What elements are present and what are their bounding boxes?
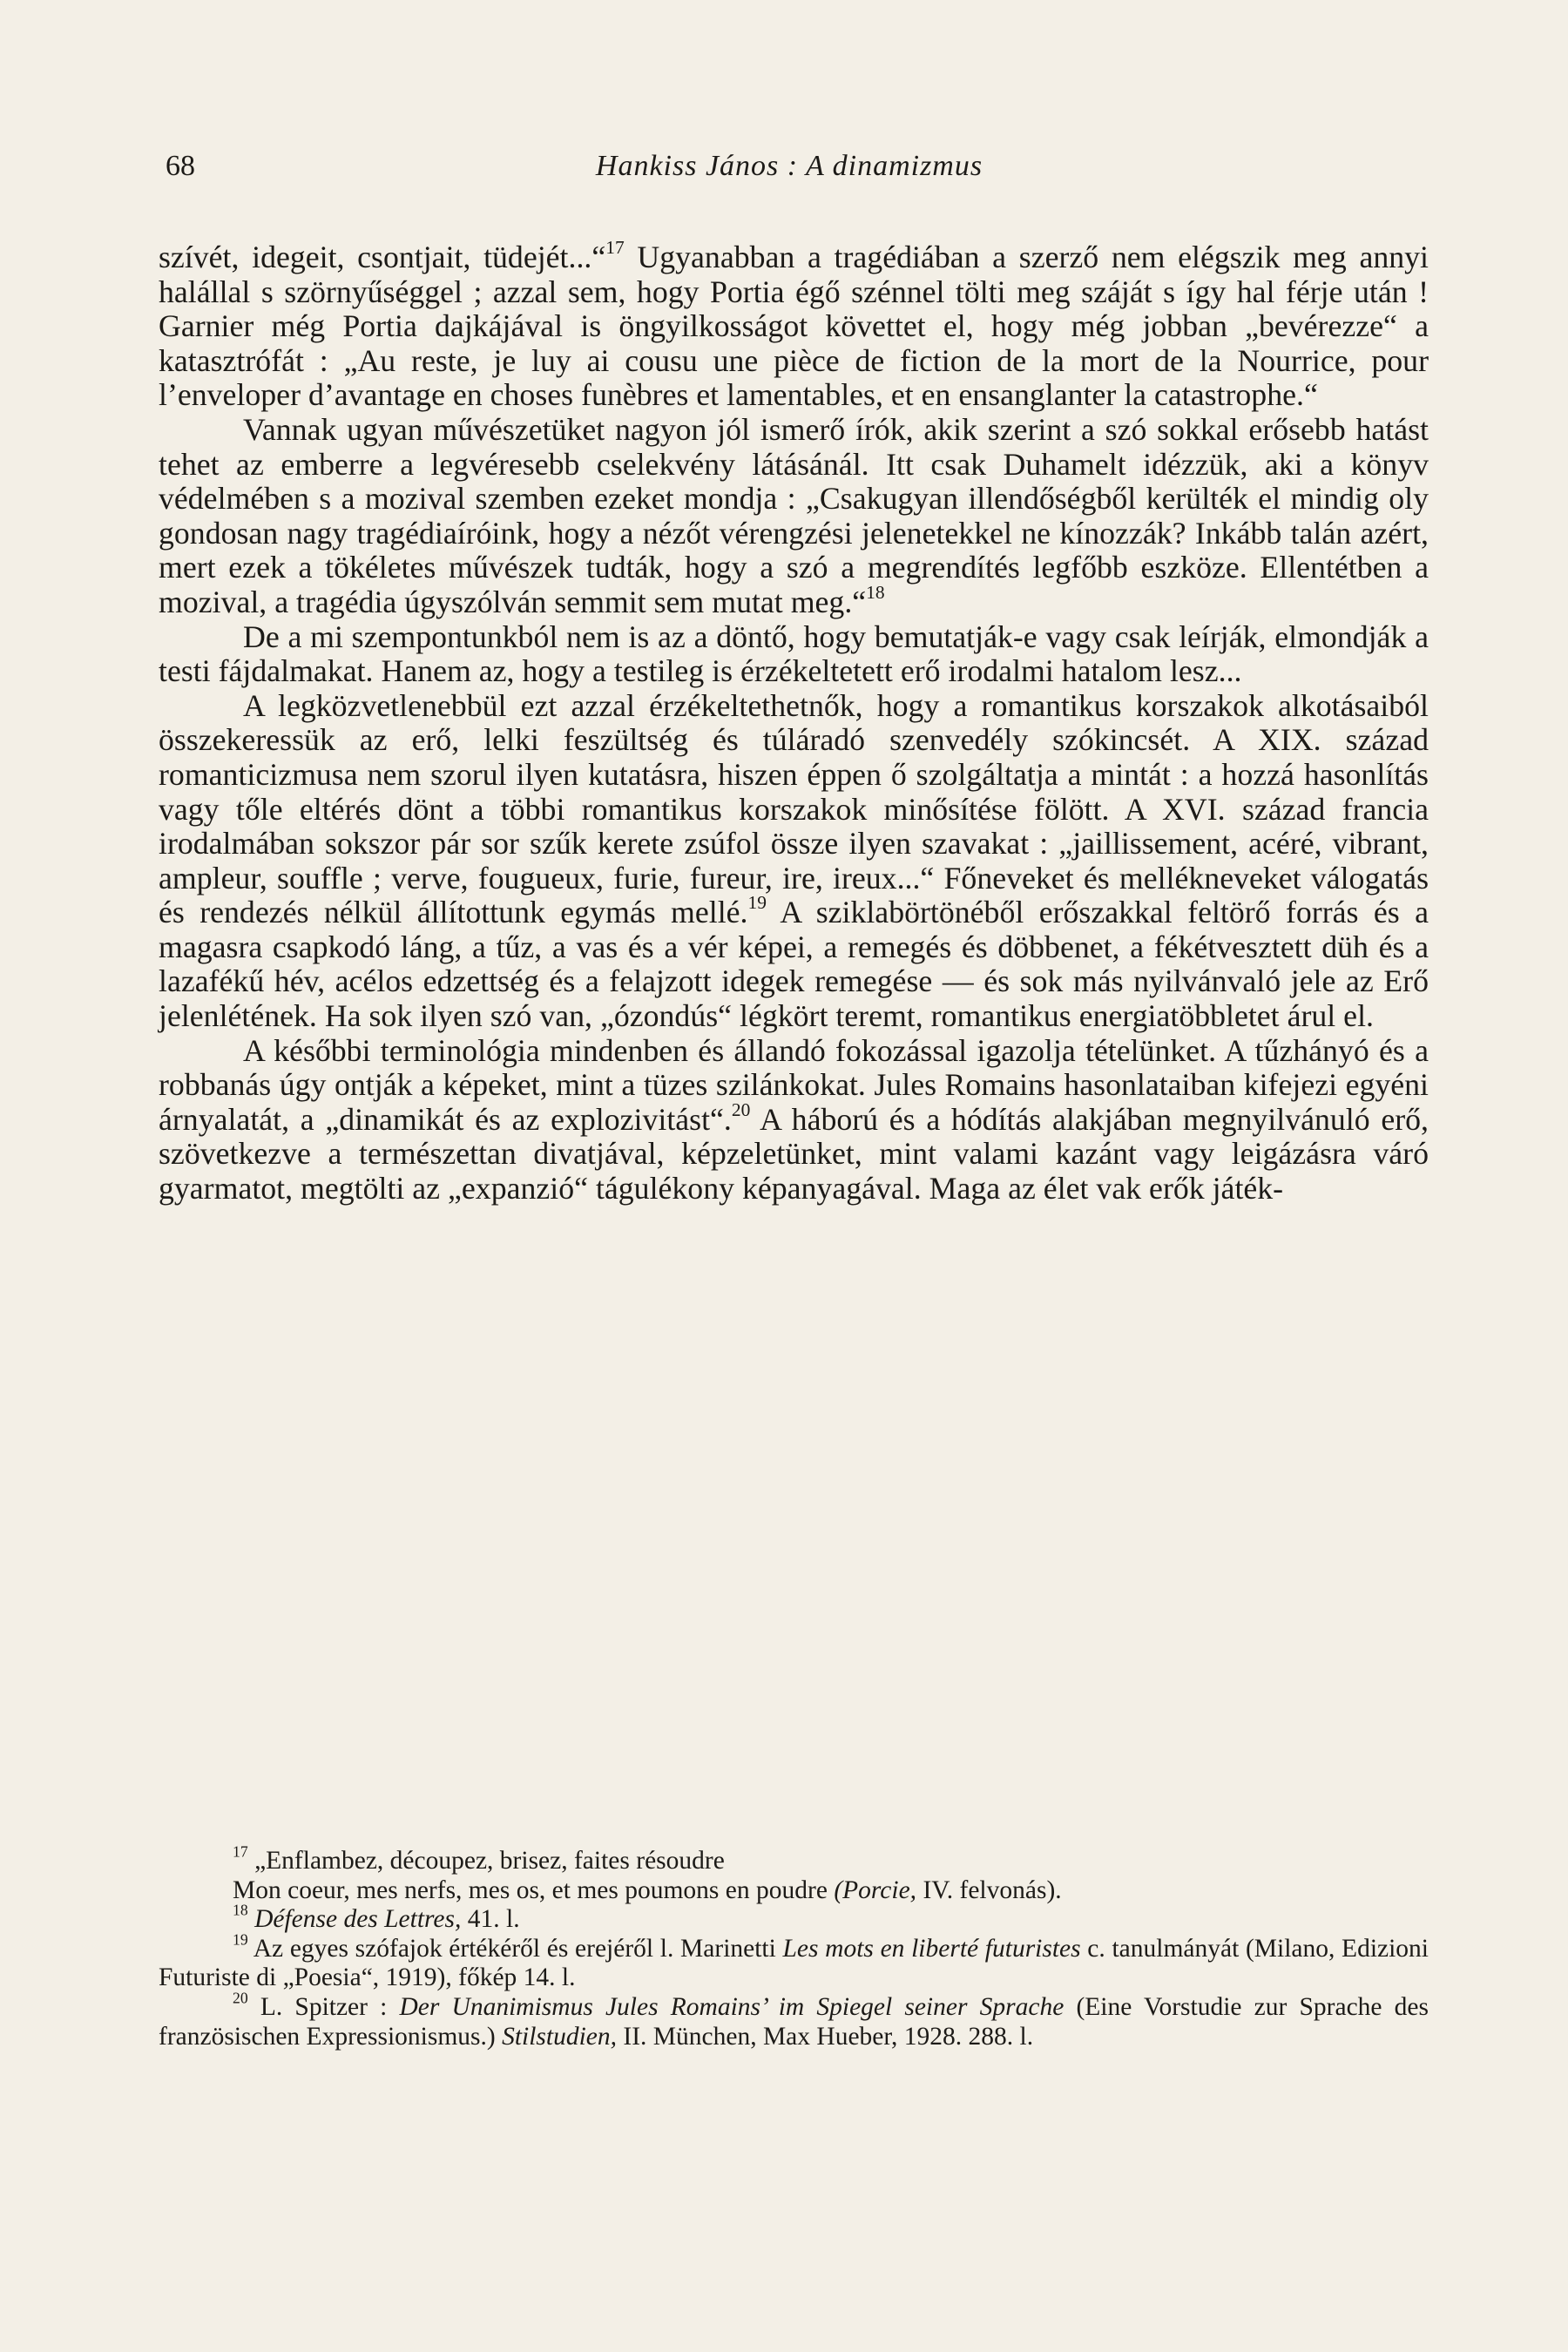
footnote-ref-20: 20 (731, 1098, 751, 1120)
footnote-ref-19: 19 (747, 892, 767, 914)
footnote-19: $^{19}$ Az egyes szófajok értékéről és erejéről l. Marinetti Les mots en liberté futuristes c. tanulmányát (Milano, Edizioni Futuriste di „Poesia“, 1919), főkép 14. l. (159, 1930, 1429, 1992)
footnote-17: $^{17}$ „Enflambez, découpez, brisez, faites résoudre (233, 1842, 725, 1875)
footnote-20: $^{20}$ L. Spitzer : Der Unanimismus Jules Romains’ im Spiegel seiner Sprache (Eine Vorstudie zur Sprache des französischen Expressionismus.) Stilstudien, II. München, Max Hueber, 1928. 288. l. (159, 1989, 1429, 2051)
main-text (159, 236, 1429, 1206)
paragraph-2: Vannak ugyan művészetüket nagyon jól ismerő írók, akik szerint a szó sokkal erősebb hatást tehet az emberre a legvéresebb cselekvény látásánál. Itt csak Duhamelt idézzük, aki a könyv védelmében s a mozival szemben ezeket mondja : „Csakugyan illendőségből kerülték el mindig oly gondosan nagy tragédiaíróink, hogy a nézőt vérengzési jelenetekkel ne kínozzák? Inkább talán azért, mert ezek a tökéletes művészek tudták, hogy a szó a megrendítés legfőbb eszköze. Ellentétben a mozival, a tragédia úgyszólván semmit sem mutat meg.“$^{18}$ (159, 411, 1429, 619)
footnote-18: $^{18}$ Défense des Lettres, 41. l. (233, 1901, 520, 1934)
paragraph-1: szívét, idegeit, csontjait, tüdejét...“$^{17}$ Ugyanabban a tragédiában a szerző nem elégszik meg annyi halállal s szörnyűséggel ; azzal sem, hogy Portia égő szénnel tölti meg száját s így hal férje után ! Garnier még Portia dajkájával is öngyilkosságot követtet el, hogy még jobban „bevérezze“ a katasztrófát : „Au reste, je luy ai cousu une pièce de fiction de la mort de la Nourrice, pour l’enveloper d’avantage en choses funèbres et lamentables, et en ensanglanter la catastrophe.“ (159, 236, 1429, 413)
paragraph-3: De a mi szempontunkból nem is az a döntő, hogy bemutatják-e vagy csak leírják, elmondják a testi fájdalmakat. Hanem az, hogy a testileg is érzékeltetett erő irodalmi hatalom lesz... (159, 618, 1429, 689)
page-number: 68 (166, 150, 195, 182)
paragraph-5: A későbbi terminológia mindenben és állandó fokozással igazolja tételünket. A tűzhányó és a robbanás úgy ontják a képeket, mint a tüzes szilánkokat. Jules Romains hasonlataiban kifejezi egyéni árnyalatát, a „dinamikát és az explozivitást“.$^{20}$ A háború és a hódítás alakjában megnyilvánuló erő, szövetkezve a természettan divatjával, képzeletünket, mint valami kazánt vagy leigázásra váró gyarmatot, megtölti az „expanzió“ tágulékony képanyagával. Maga az élet vak erők játék- (159, 1032, 1429, 1206)
footnote-ref-17: 17 (605, 236, 625, 258)
page-header (159, 150, 1420, 193)
footnotes (159, 1842, 1429, 2051)
footnote-ref-18: 18 (866, 581, 885, 603)
paragraph-4: A legközvetlenebbül ezt azzal érzékeltethetnők, hogy a romantikus korszakok alkotásaiból összekeressük az erő, lelki feszültség és túláradó szenvedély szókincsét. A XIX. század romanticizmusa nem szorul ilyen kutatásra, hiszen éppen ő szolgáltatja a mintát : a hozzá hasonlítás vagy tőle eltérés dönt a többi romantikus korszakok minősítése fölött. A XVI. század francia irodalmában sokszor pár sor szűk kerete zsúfol össze ilyen szavakat : „jaillissement, acéré, vibrant, ampleur, souffle ; verve, fougueux, furie, fureur, ire, ireux...“ Főneveket és mellékneveket válogatás és rendezés nélkül állítottunk egymás mellé.$^{19}$ A sziklabörtönéből erőszakkal feltörő forrás és a magasra csapkodó láng, a tűz, a vas és a vér képei, a remegés és döbbenet, a fékétvesztett düh és a lazafékű hév, acélos edzettség és a felajzott idegek remegése — és sok más nyilvánvaló jele az Erő jelenlétének. Ha sok ilyen szó van, „ózondús“ légkört teremt, romantikus energiatöbbletet árul el. (159, 687, 1429, 1034)
footnote-17-cont: Mon coeur, mes nerfs, mes os, et mes poumons en poudre (Porcie, IV. felvonás). (233, 1876, 1062, 1904)
running-title: Hankiss János : A dinamizmus (595, 150, 983, 182)
